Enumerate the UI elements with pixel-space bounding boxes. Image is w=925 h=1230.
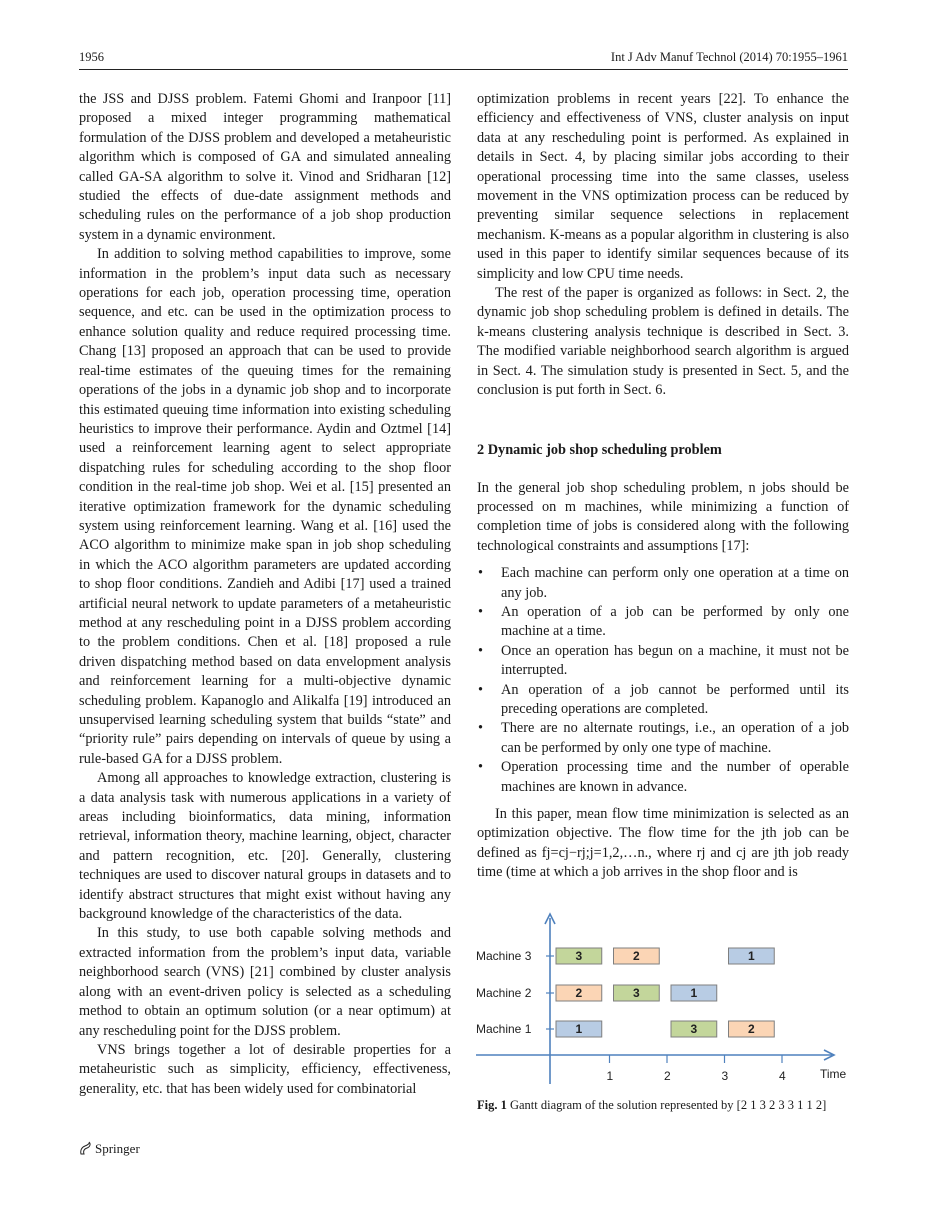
paragraph: In this study, to use both capable solving methods and extracted information from the problem’s input data, variable neighborhood search (VNS) [21] combined by cluster analysis along with an event-driven policy is selected as a scheduling method to obtain an optimum solution (or a near optimum) at any rescheduling point for the DJSS problem. [79, 925, 451, 1039]
footer [79, 1141, 140, 1157]
paragraph: the JSS and DJSS problem. Fatemi Ghomi and Iranpoor [11] proposed a mixed integer programming mathematical formulation of the DJSS problem and developed a metaheuristic algorithm which is composed of GA and simulated annealing called GA-SA algorithm to solve it. Vinod and Sridharan [12] studied the effects of due-date assignment methods and scheduling rules on the performance of a job shop production system in a dynamic environment. [79, 91, 451, 243]
springer-logo-icon [79, 1141, 92, 1155]
right-column [477, 90, 849, 883]
machine-label: Machine 3 [476, 949, 532, 963]
list-item: • Each machine can perform only one operation at a time on any job. [478, 565, 849, 601]
publisher-name: Springer [95, 1141, 140, 1156]
list-item: • An operation of a job cannot be performed until its preceding operations are completed. [478, 681, 849, 717]
machine-label: Machine 1 [476, 1022, 532, 1036]
gantt-bar-label: 2 [633, 949, 640, 963]
gantt-bar-label: 2 [575, 986, 583, 1000]
header-rule [79, 69, 848, 70]
page-number: 1956 [79, 50, 104, 64]
paragraph: In the general job shop scheduling problem, n jobs should be processed on m machines, while minimizing a function of completion time of jobs is considered along with the following technological constraints and assumptions [17]: [477, 479, 849, 554]
x-tick-label: 3 [721, 1069, 729, 1083]
x-tick-label: 2 [664, 1069, 671, 1083]
gantt-bar-label: 3 [575, 949, 583, 963]
paragraph: In this paper, mean flow time minimization is selected as an optimization objective. The flow time for the jth job can be defined as fj=cj−rj;j=1,2,…n., where rj and cj are jth job ready time (time at which a job arrives in the shop floor and is [477, 806, 849, 881]
section-heading: 2 Dynamic job shop scheduling problem [477, 441, 722, 458]
figure-caption-text: Gantt diagram of the solution represented by [2 1 3 2 3 3 1 1 2] [509, 1098, 827, 1112]
list-item: • There are no alternate routings, i.e., an operation of a job can be performed by only one type of machine. [478, 720, 849, 756]
x-axis-label: Time [820, 1067, 847, 1081]
x-tick-label: 1 [606, 1069, 614, 1083]
gantt-bar-label: 3 [690, 1022, 698, 1036]
machine-label: Machine 2 [476, 986, 532, 1000]
journal-citation: Int J Adv Manuf Technol (2014) 70:1955–1961 [610, 50, 848, 64]
gantt-bar-label: 1 [575, 1022, 583, 1036]
figure-label: Fig. 1 [477, 1098, 507, 1112]
gantt-bar-label: 1 [690, 986, 698, 1000]
running-header [79, 50, 848, 70]
gantt-bar-label: 1 [748, 949, 755, 963]
paragraph: VNS brings together a lot of desirable properties for a metaheuristic such as simplicity, efficiency, effectiveness, generality, etc. that has been widely used for combinatorial [79, 1041, 451, 1097]
figure-caption [477, 1098, 849, 1113]
list-item: • Operation processing time and the number of operable machines are known in advance. [478, 759, 849, 795]
assumption-list [477, 564, 849, 797]
gantt-diagram [470, 910, 850, 1095]
paragraph: optimization problems in recent years [22]. To enhance the efficiency and effectiveness of VNS, cluster analysis on input data at any rescheduling point is performed. As explained in details in Sect. 4, by placing similar jobs according to their operational processing time into the same classes, useless movement in the VNS optimization process can be reduced by preventing similar sequence selections in replacement mechanism. K-means as a popular algorithm in clustering is also used in this paper to identify similar sequences because of its simplicity and low CPU time needs. [477, 91, 849, 282]
list-item: • An operation of a job can be performed by only one machine at a time. [478, 603, 849, 640]
paragraph: Among all approaches to knowledge extraction, clustering is a data analysis task with numerous applications in a variety of areas including bioinformatics, data mining, information retrieval, information theory, machine learning, object, character and pattern recognition, etc. [20]. Generally, clustering techniques are used to discover natural groups in datasets and to identify abstract structures that might exist without having any background knowledge of the characteristics of the data. [79, 770, 451, 923]
gantt-bar-label: 3 [633, 986, 640, 1000]
list-item: • Once an operation has begun on a machine, it must not be interrupted. [478, 642, 849, 679]
paragraph: In addition to solving method capabilities to improve, some information in the problem’s input data such as necessary operations for each job, operation processing time, operation sequence, and etc. can be used in the optimization process to enhance solution quality and reduce required processing time. Chang [13] proposed an approach that can be used to provide real-time estimates of the queuing times for the remaining operations of the jobs in a dynamic job shop and to incorporate this estimated queuing time information into existing scheduling heuristics to improve their performance. Aydin and Oztmel [14] used a reinforcement learning agent to select appropriate dispatching rules for scheduling according to the shop floor condition in the real-time job shop. Wei et al. [15] presented an iterative optimization framework for the dynamic scheduling system using reinforcement learning. Wang et al. [16] used the ACO algorithm to minimize make span in job shop scheduling in which the ACO algorithm parameters are updated according to shop floor conditions. Zandieh and Adibi [17] used a trained artificial neural network to update parameters of a metaheuristic method at any rescheduling point in a DJSS problem according to the problem conditions. Chen et al. [18] proposed a rule driven dispatching method based on data envelopment analysis and reinforcement learning for a multi-objective dynamic scheduling problem. Kapanoglo and Alikalfa [19] introduced an unsupervised learning scheduling system that builds “state” and “priority rule” pairs depending on intervals of queue by using a rule-based GA for a DJSS problem. [79, 246, 451, 767]
x-tick-label: 4 [779, 1069, 786, 1083]
left-column [79, 90, 451, 1099]
gantt-bar-label: 2 [748, 1022, 755, 1036]
paragraph: The rest of the paper is organized as follows: in Sect. 2, the dynamic job shop scheduling problem is defined in details. The k-means clustering analysis technique is described in Sect. 3. The modified variable neighborhood search algorithm is argued in Sect. 4. The simulation study is presented in Sect. 5, and the conclusion is put forth in Sect. 6. [477, 285, 849, 399]
